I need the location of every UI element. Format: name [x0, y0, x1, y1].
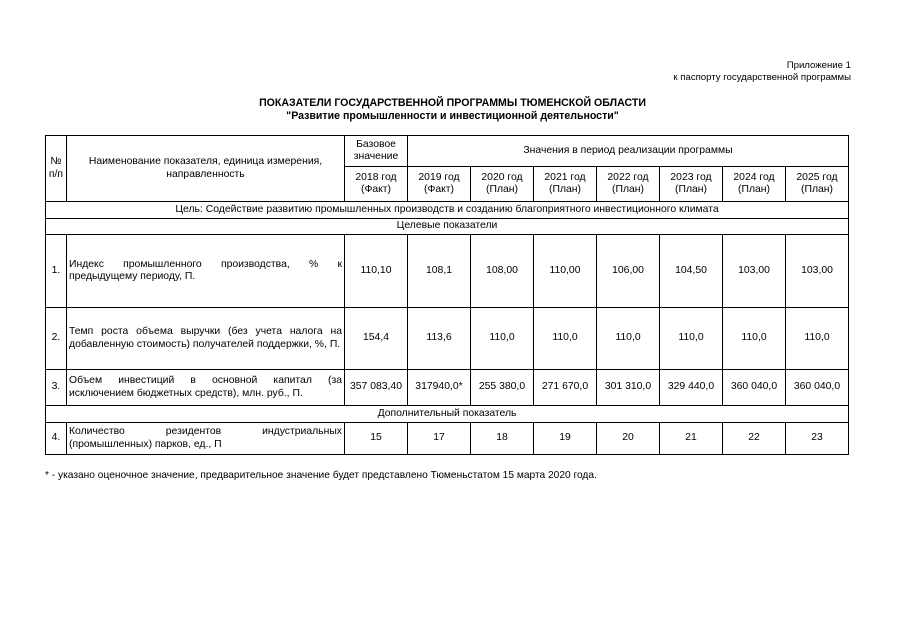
- table-row: [46, 235, 849, 308]
- appendix-line-1: Приложение 1: [786, 60, 851, 71]
- appendix-note: [673, 60, 851, 84]
- header-year: 2022 год (План): [597, 167, 660, 202]
- header-year: 2018 год (Факт): [345, 167, 408, 202]
- value-cell: 108,1: [408, 235, 471, 308]
- value-cell: 19: [534, 423, 597, 455]
- header-year: 2024 год (План): [723, 167, 786, 202]
- footnote: * - указано оценочное значение, предварительное значение будет представлено Тюменьстатом 15 марта 2020 года.: [45, 470, 597, 481]
- header-row-1: [46, 136, 849, 167]
- value-cell: 357 083,40: [345, 370, 408, 406]
- value-cell: 110,0: [471, 308, 534, 370]
- value-cell: 110,10: [345, 235, 408, 308]
- appendix-line-2: к паспорту государственной программы: [673, 72, 851, 83]
- table-row: [46, 423, 849, 455]
- header-number: № п/п: [46, 136, 67, 202]
- document-title: [0, 97, 905, 122]
- section-additional-label: Дополнительный показатель: [46, 406, 849, 423]
- header-base: Базовое значение: [345, 136, 408, 167]
- header-year: 2021 год (План): [534, 167, 597, 202]
- section-target-label: Целевые показатели: [46, 219, 849, 235]
- header-year: 2023 год (План): [660, 167, 723, 202]
- value-cell: 110,0: [597, 308, 660, 370]
- header-year: 2025 год (План): [786, 167, 849, 202]
- section-row-target: [46, 219, 849, 235]
- value-cell: 110,0: [660, 308, 723, 370]
- value-cell: 271 670,0: [534, 370, 597, 406]
- value-cell: 15: [345, 423, 408, 455]
- value-cell: 110,0: [723, 308, 786, 370]
- value-cell: 110,0: [786, 308, 849, 370]
- value-cell: 22: [723, 423, 786, 455]
- value-cell: 154,4: [345, 308, 408, 370]
- goal-row: [46, 202, 849, 219]
- header-period: Значения в период реализации программы: [408, 136, 849, 167]
- value-cell: 301 310,0: [597, 370, 660, 406]
- row-number: 2.: [46, 308, 67, 370]
- indicators-table: [45, 135, 849, 455]
- value-cell: 108,00: [471, 235, 534, 308]
- value-cell: 23: [786, 423, 849, 455]
- value-cell: 103,00: [723, 235, 786, 308]
- title-line-2: "Развитие промышленности и инвестиционной деятельности": [286, 109, 619, 122]
- title-line-1: ПОКАЗАТЕЛИ ГОСУДАРСТВЕННОЙ ПРОГРАММЫ ТЮМЕНСКОЙ ОБЛАСТИ: [259, 97, 646, 109]
- header-year: 2020 год (План): [471, 167, 534, 202]
- row-number: 1.: [46, 235, 67, 308]
- table-row: [46, 370, 849, 406]
- indicator-name: Количество резидентов индустриальных (промышленных) парков, ед., П: [67, 423, 345, 455]
- header-name: Наименование показателя, единица измерения, направленность: [67, 136, 345, 202]
- value-cell: 106,00: [597, 235, 660, 308]
- row-number: 3.: [46, 370, 67, 406]
- value-cell: 103,00: [786, 235, 849, 308]
- value-cell: 360 040,0: [786, 370, 849, 406]
- indicator-name: Индекс промышленного производства, % к предыдущему периоду, П.: [67, 235, 345, 308]
- section-row-additional: [46, 406, 849, 423]
- header-year: 2019 год (Факт): [408, 167, 471, 202]
- value-cell: 21: [660, 423, 723, 455]
- value-cell: 104,50: [660, 235, 723, 308]
- value-cell: 113,6: [408, 308, 471, 370]
- value-cell: 110,00: [534, 235, 597, 308]
- table-row: [46, 308, 849, 370]
- value-cell: 20: [597, 423, 660, 455]
- value-cell: 317940,0*: [408, 370, 471, 406]
- value-cell: 18: [471, 423, 534, 455]
- indicator-name: Темп роста объема выручки (без учета налога на добавленную стоимость) получателей поддержки, %, П.: [67, 308, 345, 370]
- value-cell: 360 040,0: [723, 370, 786, 406]
- value-cell: 255 380,0: [471, 370, 534, 406]
- goal-text: Цель: Содействие развитию промышленных производств и созданию благоприятного инвестиционного климата: [46, 202, 849, 219]
- value-cell: 17: [408, 423, 471, 455]
- indicator-name: Объем инвестиций в основной капитал (за исключением бюджетных средств), млн. руб., П.: [67, 370, 345, 406]
- value-cell: 329 440,0: [660, 370, 723, 406]
- value-cell: 110,0: [534, 308, 597, 370]
- row-number: 4.: [46, 423, 67, 455]
